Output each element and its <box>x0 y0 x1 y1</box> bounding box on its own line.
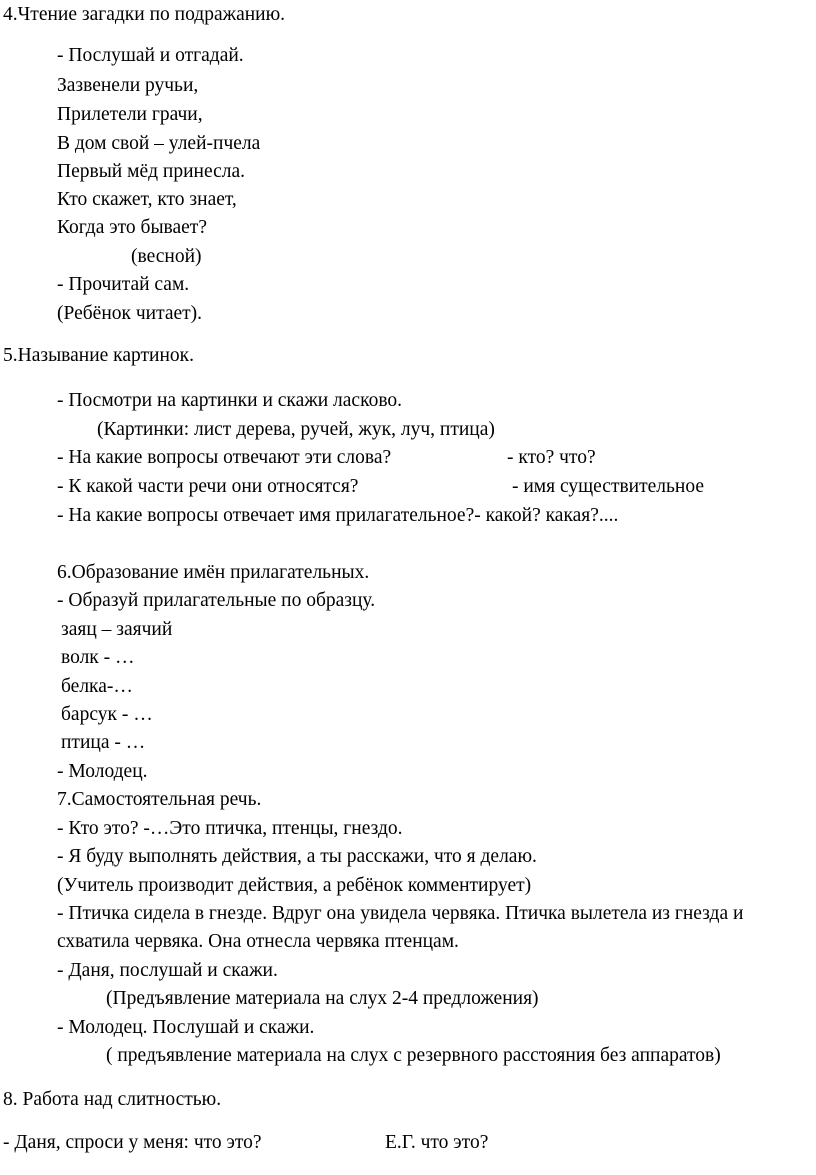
question-line: - На какие вопросы отвечает имя прилагательное?- какой? какая?.... <box>57 505 619 526</box>
dialogue-line: - Я буду выполнять действия, а ты расскажи, что я делаю. <box>57 846 537 867</box>
riddle-line: Прилетели грачи, <box>57 104 203 125</box>
word-pair: барсук - … <box>61 704 153 725</box>
riddle-line: В дом свой – улей-пчела <box>57 133 261 154</box>
riddle-line: - Послушай и отгадай. <box>57 45 244 66</box>
instruction-line: (Ребёнок читает). <box>57 303 203 324</box>
dialogue-line: - Молодец. Послушай и скажи. <box>57 1017 315 1038</box>
riddle-line: Первый мёд принесла. <box>57 161 246 182</box>
question-line: - К какой части речи они относятся? <box>57 476 359 497</box>
answer-text: Е.Г. что это? <box>385 1132 489 1153</box>
word-pair: заяц – заячий <box>61 619 173 640</box>
instruction-line: - Образуй прилагательные по образцу. <box>57 590 376 611</box>
dialogue-line: - Птичка сидела в гнезде. Вдруг она увидела червяка. Птичка вылетела из гнезда и <box>57 903 744 924</box>
instruction-line: - Посмотри на картинки и скажи ласково. <box>57 390 403 411</box>
dialogue-line: (Учитель производит действия, а ребёнок комментирует) <box>57 875 532 896</box>
riddle-line: Когда это бывает? <box>57 217 207 238</box>
dialogue-line: (Предъявление материала на слух 2-4 предложения) <box>106 988 539 1009</box>
section-8-heading: 8. Работа над слитностью. <box>3 1089 222 1110</box>
section-6-heading: 6.Образование имён прилагательных. <box>57 562 370 583</box>
word-pair: птица - … <box>61 732 146 753</box>
dialogue-line: - Даня, спроси у меня: что это? <box>3 1132 262 1153</box>
instruction-line: - Прочитай сам. <box>57 274 190 295</box>
section-7-heading: 7.Самостоятельная речь. <box>57 789 262 810</box>
answer-text: - имя существительное <box>512 476 704 497</box>
dialogue-line: - Даня, послушай и скажи. <box>57 960 278 981</box>
word-pair: волк - … <box>61 647 135 668</box>
instruction-line: - Молодец. <box>57 761 148 782</box>
instruction-line: (Картинки: лист дерева, ручей, жук, луч, птица) <box>97 419 495 440</box>
riddle-line: Кто скажет, кто знает, <box>57 189 237 210</box>
dialogue-line: - Кто это? -…Это птичка, птенцы, гнездо. <box>57 818 403 839</box>
question-line: - На какие вопросы отвечают эти слова? <box>57 447 392 468</box>
section-5-heading: 5.Называние картинок. <box>3 345 194 366</box>
section-4-heading: 4.Чтение загадки по подражанию. <box>3 4 286 25</box>
dialogue-line: схватила червяка. Она отнесла червяка птенцам. <box>57 931 459 952</box>
riddle-line: Зазвенели ручьи, <box>57 75 199 96</box>
riddle-answer: (весной) <box>131 246 202 267</box>
dialogue-line: ( предъявление материала на слух с резервного расстояния без аппаратов) <box>106 1045 721 1066</box>
word-pair: белка-… <box>61 676 133 697</box>
answer-text: - кто? что? <box>507 447 596 468</box>
